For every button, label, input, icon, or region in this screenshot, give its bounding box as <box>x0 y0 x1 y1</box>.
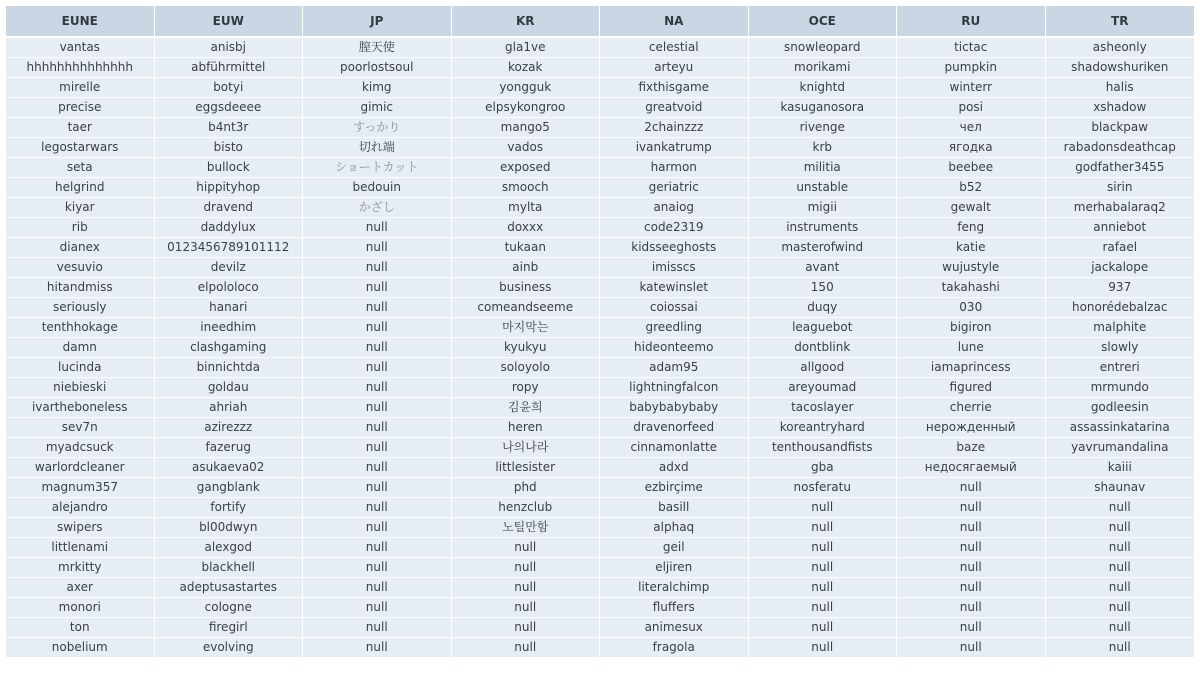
table-cell-tr: blackpaw <box>1046 118 1195 138</box>
table-cell-kr: heren <box>452 418 601 438</box>
column-header-na: NA <box>600 6 749 38</box>
table-cell-tr: null <box>1046 498 1195 518</box>
table-cell-euw: ineedhim <box>155 318 304 338</box>
table-cell-na: dravenorfeed <box>600 418 749 438</box>
table-cell-eune: myadcsuck <box>6 438 155 458</box>
table-cell-ru: b52 <box>897 178 1046 198</box>
table-cell-kr: doxxx <box>452 218 601 238</box>
table-cell-eune: axer <box>6 578 155 598</box>
table-cell-na: fluffers <box>600 598 749 618</box>
table-cell-jp: null <box>303 498 452 518</box>
table-cell-euw: cologne <box>155 598 304 618</box>
table-cell-na: babybabybaby <box>600 398 749 418</box>
table-cell-oce: nosferatu <box>749 478 898 498</box>
table-cell-euw: 0123456789101112 <box>155 238 304 258</box>
table-cell-oce: knightd <box>749 78 898 98</box>
table-cell-tr: halis <box>1046 78 1195 98</box>
table-cell-jp: 膣天使 <box>303 38 452 58</box>
table-cell-tr: honorédebalzac <box>1046 298 1195 318</box>
table-cell-eune: ivartheboneless <box>6 398 155 418</box>
table-cell-tr: null <box>1046 578 1195 598</box>
table-cell-tr: null <box>1046 598 1195 618</box>
column-header-euw: EUW <box>155 6 304 38</box>
table-cell-eune: niebieski <box>6 378 155 398</box>
table-cell-oce: gba <box>749 458 898 478</box>
table-cell-kr: 노틸만함 <box>452 518 601 538</box>
table-cell-eune: littlenami <box>6 538 155 558</box>
table-cell-euw: eggsdeeee <box>155 98 304 118</box>
table-cell-euw: anisbj <box>155 38 304 58</box>
table-cell-oce: null <box>749 538 898 558</box>
table-cell-eune: ton <box>6 618 155 638</box>
table-row <box>6 78 1194 98</box>
column-header-eune: EUNE <box>6 6 155 38</box>
table-cell-tr: 937 <box>1046 278 1195 298</box>
table-row <box>6 438 1194 458</box>
table-cell-tr: null <box>1046 618 1195 638</box>
table-cell-na: geriatric <box>600 178 749 198</box>
table-cell-euw: adeptusastartes <box>155 578 304 598</box>
table-cell-na: anaiog <box>600 198 749 218</box>
table-cell-oce: militia <box>749 158 898 178</box>
table-cell-euw: fazerug <box>155 438 304 458</box>
table-cell-eune: sev7n <box>6 418 155 438</box>
table-cell-oce: unstable <box>749 178 898 198</box>
table-cell-kr: 나의나라 <box>452 438 601 458</box>
table-cell-na: animesux <box>600 618 749 638</box>
table-cell-jp: null <box>303 298 452 318</box>
table-cell-jp: null <box>303 618 452 638</box>
table-cell-euw: abführmittel <box>155 58 304 78</box>
table-cell-eune: vantas <box>6 38 155 58</box>
table-cell-tr: jackalope <box>1046 258 1195 278</box>
table-cell-euw: bl00dwyn <box>155 518 304 538</box>
table-cell-tr: godleesin <box>1046 398 1195 418</box>
table-cell-tr: anniebot <box>1046 218 1195 238</box>
table-cell-ru: null <box>897 578 1046 598</box>
table-cell-euw: evolving <box>155 638 304 658</box>
table-cell-kr: gla1ve <box>452 38 601 58</box>
table-cell-ru: null <box>897 518 1046 538</box>
table-cell-oce: rivenge <box>749 118 898 138</box>
table-row <box>6 498 1194 518</box>
table-cell-ru: katie <box>897 238 1046 258</box>
table-cell-ru: null <box>897 558 1046 578</box>
column-header-jp: JP <box>303 6 452 38</box>
header-row <box>6 6 1194 38</box>
table-cell-na: cinnamonlatte <box>600 438 749 458</box>
table-cell-jp: null <box>303 558 452 578</box>
table-cell-na: arteyu <box>600 58 749 78</box>
table-cell-tr: null <box>1046 538 1195 558</box>
table-cell-ru: posi <box>897 98 1046 118</box>
table-cell-eune: hhhhhhhhhhhhhh <box>6 58 155 78</box>
table-cell-euw: asukaeva02 <box>155 458 304 478</box>
table-cell-kr: null <box>452 638 601 658</box>
table-cell-tr: rabadonsdeathcap <box>1046 138 1195 158</box>
column-header-ru: RU <box>897 6 1046 38</box>
table-cell-kr: ainb <box>452 258 601 278</box>
table-cell-eune: lucinda <box>6 358 155 378</box>
table-cell-euw: botyi <box>155 78 304 98</box>
table-cell-tr: slowly <box>1046 338 1195 358</box>
table-cell-oce: tacoslayer <box>749 398 898 418</box>
table-cell-tr: rafael <box>1046 238 1195 258</box>
table-cell-ru: null <box>897 638 1046 658</box>
table-cell-ru: wujustyle <box>897 258 1046 278</box>
table-cell-euw: ahriah <box>155 398 304 418</box>
table-cell-tr: null <box>1046 518 1195 538</box>
table-cell-kr: tukaan <box>452 238 601 258</box>
table-row <box>6 318 1194 338</box>
table-cell-oce: kasuganosora <box>749 98 898 118</box>
table-cell-ru: null <box>897 478 1046 498</box>
table-cell-kr: soloyolo <box>452 358 601 378</box>
table-cell-euw: gangblank <box>155 478 304 498</box>
table-cell-na: eljiren <box>600 558 749 578</box>
table-cell-jp: null <box>303 638 452 658</box>
table-cell-oce: null <box>749 618 898 638</box>
table-cell-kr: vados <box>452 138 601 158</box>
table-cell-eune: legostarwars <box>6 138 155 158</box>
table-cell-eune: monori <box>6 598 155 618</box>
table-row <box>6 598 1194 618</box>
table-cell-tr: merhabalaraq2 <box>1046 198 1195 218</box>
table-cell-eune: kiyar <box>6 198 155 218</box>
table-cell-ru: iamaprincess <box>897 358 1046 378</box>
table-cell-jp: null <box>303 318 452 338</box>
table-cell-ru: cherrie <box>897 398 1046 418</box>
table-row <box>6 98 1194 118</box>
table-cell-ru: winterr <box>897 78 1046 98</box>
table-cell-jp: null <box>303 438 452 458</box>
table-cell-oce: 150 <box>749 278 898 298</box>
table-cell-jp: null <box>303 258 452 278</box>
table-cell-kr: kozak <box>452 58 601 78</box>
table-cell-kr: null <box>452 538 601 558</box>
region-name-table <box>6 6 1194 658</box>
table-cell-euw: daddylux <box>155 218 304 238</box>
table-cell-tr: kaiii <box>1046 458 1195 478</box>
table-cell-na: greatvoid <box>600 98 749 118</box>
table-cell-jp: null <box>303 358 452 378</box>
table-cell-oce: null <box>749 558 898 578</box>
table-cell-jp: poorlostsoul <box>303 58 452 78</box>
table-cell-euw: hippityhop <box>155 178 304 198</box>
table-cell-tr: sirin <box>1046 178 1195 198</box>
table-cell-euw: azirezzz <box>155 418 304 438</box>
table-cell-ru: pumpkin <box>897 58 1046 78</box>
table-row <box>6 278 1194 298</box>
table-cell-na: ezbirçime <box>600 478 749 498</box>
table-cell-ru: null <box>897 538 1046 558</box>
table-cell-ru: null <box>897 618 1046 638</box>
table-cell-oce: allgood <box>749 358 898 378</box>
table-row <box>6 258 1194 278</box>
table-cell-jp: null <box>303 598 452 618</box>
table-cell-kr: yongguk <box>452 78 601 98</box>
table-cell-euw: alexgod <box>155 538 304 558</box>
table-cell-na: katewinslet <box>600 278 749 298</box>
table-cell-ru: tictac <box>897 38 1046 58</box>
table-cell-tr: xshadow <box>1046 98 1195 118</box>
table-row <box>6 618 1194 638</box>
table-cell-ru: lune <box>897 338 1046 358</box>
table-cell-oce: null <box>749 598 898 618</box>
table-cell-jp: null <box>303 578 452 598</box>
table-cell-eune: nobelium <box>6 638 155 658</box>
table-cell-eune: rib <box>6 218 155 238</box>
table-cell-euw: elpololoco <box>155 278 304 298</box>
table-cell-na: code2319 <box>600 218 749 238</box>
table-cell-euw: binnichtda <box>155 358 304 378</box>
table-cell-euw: bisto <box>155 138 304 158</box>
table-cell-eune: seta <box>6 158 155 178</box>
table-cell-ru: чел <box>897 118 1046 138</box>
table-cell-euw: dravend <box>155 198 304 218</box>
table-cell-oce: koreantryhard <box>749 418 898 438</box>
table-cell-ru: gewalt <box>897 198 1046 218</box>
table-cell-kr: null <box>452 618 601 638</box>
table-cell-eune: precise <box>6 98 155 118</box>
table-cell-euw: clashgaming <box>155 338 304 358</box>
table-cell-kr: ropy <box>452 378 601 398</box>
column-header-oce: OCE <box>749 6 898 38</box>
table-cell-na: imisscs <box>600 258 749 278</box>
table-cell-oce: leaguebot <box>749 318 898 338</box>
table-cell-jp: null <box>303 378 452 398</box>
table-cell-na: adam95 <box>600 358 749 378</box>
table-cell-oce: null <box>749 518 898 538</box>
table-cell-jp: null <box>303 338 452 358</box>
table-cell-kr: 김윤희 <box>452 398 601 418</box>
table-row <box>6 138 1194 158</box>
table-cell-euw: firegirl <box>155 618 304 638</box>
table-cell-tr: shadowshuriken <box>1046 58 1195 78</box>
table-cell-kr: null <box>452 578 601 598</box>
table-cell-jp: null <box>303 518 452 538</box>
table-cell-na: greedling <box>600 318 749 338</box>
table-cell-kr: null <box>452 598 601 618</box>
table-cell-tr: entreri <box>1046 358 1195 378</box>
table-row <box>6 238 1194 258</box>
table-cell-tr: null <box>1046 638 1195 658</box>
table-cell-jp: bedouin <box>303 178 452 198</box>
table-cell-eune: mirelle <box>6 78 155 98</box>
table-cell-oce: snowleopard <box>749 38 898 58</box>
table-cell-jp: null <box>303 218 452 238</box>
table-cell-jp: null <box>303 538 452 558</box>
table-cell-oce: instruments <box>749 218 898 238</box>
table-cell-euw: b4nt3r <box>155 118 304 138</box>
table-row <box>6 538 1194 558</box>
table-cell-eune: helgrind <box>6 178 155 198</box>
table-cell-na: kidsseeghosts <box>600 238 749 258</box>
table-cell-kr: mango5 <box>452 118 601 138</box>
table-cell-euw: hanari <box>155 298 304 318</box>
table-row <box>6 338 1194 358</box>
table-row <box>6 58 1194 78</box>
table-row <box>6 638 1194 658</box>
table-cell-oce: null <box>749 498 898 518</box>
table-cell-eune: seriously <box>6 298 155 318</box>
table-cell-tr: shaunav <box>1046 478 1195 498</box>
table-cell-euw: bullock <box>155 158 304 178</box>
table-cell-oce: tenthousandfists <box>749 438 898 458</box>
table-cell-eune: magnum357 <box>6 478 155 498</box>
table-cell-jp: かざし <box>303 198 452 218</box>
table-row <box>6 578 1194 598</box>
table-cell-eune: tenthhokage <box>6 318 155 338</box>
table-cell-eune: hitandmiss <box>6 278 155 298</box>
table-cell-kr: business <box>452 278 601 298</box>
table-cell-eune: warlordcleaner <box>6 458 155 478</box>
table-cell-oce: duqy <box>749 298 898 318</box>
table-cell-kr: kyukyu <box>452 338 601 358</box>
table-cell-tr: malphite <box>1046 318 1195 338</box>
table-cell-oce: null <box>749 578 898 598</box>
table-cell-euw: blackhell <box>155 558 304 578</box>
table-cell-ru: takahashi <box>897 278 1046 298</box>
table-cell-jp: null <box>303 458 452 478</box>
table-row <box>6 378 1194 398</box>
table-row <box>6 558 1194 578</box>
table-row <box>6 418 1194 438</box>
table-row <box>6 178 1194 198</box>
table-cell-na: coiossai <box>600 298 749 318</box>
table-cell-ru: 030 <box>897 298 1046 318</box>
table-cell-na: adxd <box>600 458 749 478</box>
table-cell-kr: elpsykongroo <box>452 98 601 118</box>
table-row <box>6 158 1194 178</box>
table-cell-na: literalchimp <box>600 578 749 598</box>
table-cell-kr: mylta <box>452 198 601 218</box>
table-cell-euw: devilz <box>155 258 304 278</box>
table-cell-ru: недосягаемый <box>897 458 1046 478</box>
table-cell-kr: smooch <box>452 178 601 198</box>
table-row <box>6 298 1194 318</box>
table-cell-na: alphaq <box>600 518 749 538</box>
table-cell-oce: null <box>749 638 898 658</box>
table-cell-ru: нерожденный <box>897 418 1046 438</box>
table-cell-tr: assassinkatarina <box>1046 418 1195 438</box>
table-cell-kr: phd <box>452 478 601 498</box>
table-cell-euw: goldau <box>155 378 304 398</box>
table-row <box>6 478 1194 498</box>
table-cell-ru: null <box>897 498 1046 518</box>
table-cell-na: ivankatrump <box>600 138 749 158</box>
table-cell-tr: mrmundo <box>1046 378 1195 398</box>
table-row <box>6 198 1194 218</box>
table-cell-ru: baze <box>897 438 1046 458</box>
table-cell-eune: damn <box>6 338 155 358</box>
table-cell-tr: yavrumandalina <box>1046 438 1195 458</box>
table-cell-kr: henzclub <box>452 498 601 518</box>
table-cell-eune: dianex <box>6 238 155 258</box>
table-cell-na: fragola <box>600 638 749 658</box>
table-cell-tr: asheonly <box>1046 38 1195 58</box>
table-cell-na: harmon <box>600 158 749 178</box>
table-row <box>6 218 1194 238</box>
table-cell-euw: fortify <box>155 498 304 518</box>
table-cell-oce: migii <box>749 198 898 218</box>
table-cell-kr: exposed <box>452 158 601 178</box>
table-row <box>6 38 1194 58</box>
table-cell-kr: 마지막는 <box>452 318 601 338</box>
table-cell-na: celestial <box>600 38 749 58</box>
table-cell-tr: godfather3455 <box>1046 158 1195 178</box>
table-cell-jp: gimic <box>303 98 452 118</box>
table-cell-eune: alejandro <box>6 498 155 518</box>
table-cell-oce: morikami <box>749 58 898 78</box>
table-cell-na: lightningfalcon <box>600 378 749 398</box>
table-cell-na: hideonteemo <box>600 338 749 358</box>
table-cell-na: fixthisgame <box>600 78 749 98</box>
table-cell-na: 2chainzzz <box>600 118 749 138</box>
table-cell-eune: taer <box>6 118 155 138</box>
table-body <box>6 38 1194 658</box>
table-row <box>6 118 1194 138</box>
column-header-tr: TR <box>1046 6 1195 38</box>
table-cell-ru: figured <box>897 378 1046 398</box>
table-cell-jp: null <box>303 478 452 498</box>
table-cell-oce: avant <box>749 258 898 278</box>
table-cell-jp: ショートカット <box>303 158 452 178</box>
table-cell-ru: beebee <box>897 158 1046 178</box>
table-row <box>6 398 1194 418</box>
column-header-kr: KR <box>452 6 601 38</box>
table-cell-jp: null <box>303 238 452 258</box>
table-cell-eune: mrkitty <box>6 558 155 578</box>
table-cell-jp: null <box>303 398 452 418</box>
table-row <box>6 358 1194 378</box>
table-cell-na: basill <box>600 498 749 518</box>
table-cell-oce: krb <box>749 138 898 158</box>
table-cell-kr: littlesister <box>452 458 601 478</box>
table-cell-oce: masterofwind <box>749 238 898 258</box>
table-cell-jp: すっかり <box>303 118 452 138</box>
table-cell-ru: ягодка <box>897 138 1046 158</box>
table-cell-ru: feng <box>897 218 1046 238</box>
table-cell-ru: null <box>897 598 1046 618</box>
table-row <box>6 458 1194 478</box>
table-cell-oce: dontblink <box>749 338 898 358</box>
table-cell-kr: comeandseeme <box>452 298 601 318</box>
table-cell-eune: swipers <box>6 518 155 538</box>
table-cell-na: geil <box>600 538 749 558</box>
table-cell-jp: 切れ端 <box>303 138 452 158</box>
table-cell-jp: null <box>303 418 452 438</box>
table-cell-kr: null <box>452 558 601 578</box>
table-cell-tr: null <box>1046 558 1195 578</box>
region-name-table-container <box>6 6 1194 658</box>
table-header <box>6 6 1194 38</box>
table-row <box>6 518 1194 538</box>
table-cell-eune: vesuvio <box>6 258 155 278</box>
table-cell-jp: kimg <box>303 78 452 98</box>
table-cell-jp: null <box>303 278 452 298</box>
table-cell-ru: bigiron <box>897 318 1046 338</box>
table-cell-oce: areyoumad <box>749 378 898 398</box>
